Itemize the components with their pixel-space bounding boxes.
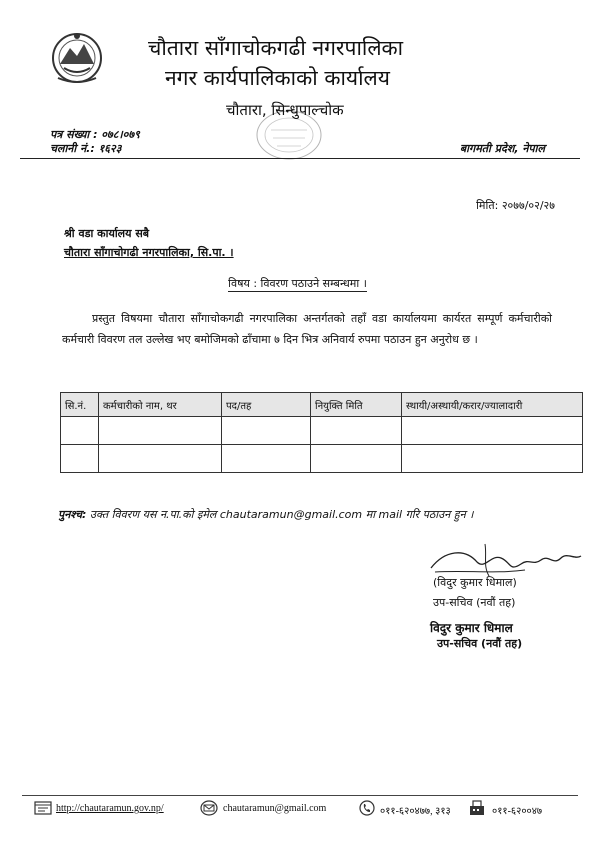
table-cell xyxy=(61,445,99,473)
handwritten-signature xyxy=(425,540,585,580)
column-header-appointment-date: नियुक्ति मिति xyxy=(311,393,402,417)
column-header-employment-type: स्थायी/अस्थायी/करार/ज्यालादारी xyxy=(402,393,583,417)
table-cell xyxy=(99,445,222,473)
table-cell xyxy=(222,417,311,445)
email-icon xyxy=(200,800,218,816)
recipient-line1: श्री वडा कार्यालय सबै xyxy=(64,227,150,240)
postscript-text: उक्त विवरण यस न.पा.को इमेल chautaramun@gmail.com मा mail गरि पठाउन हुन । xyxy=(86,508,474,521)
phone-icon xyxy=(358,800,376,816)
office-name-line2: नगर कार्यपालिकाको कार्यालय xyxy=(165,66,390,90)
globe-icon xyxy=(34,800,52,816)
signatory-designation: उप-सचिव (नवौं तह) xyxy=(433,596,516,609)
letter-reference-number: पत्र संख्या : ०७८।०७९ xyxy=(50,128,140,141)
employee-details-table xyxy=(60,392,583,473)
column-header-name: कर्मचारीको नाम, थर xyxy=(99,393,222,417)
table-row xyxy=(61,445,583,473)
designation-stamp: उप-सचिव (नवौं तह) xyxy=(437,637,523,650)
office-name-line1: चौतारा साँगाचोकगढी नगरपालिका xyxy=(148,36,404,60)
table-cell xyxy=(311,417,402,445)
letter-date: मिति: २०७७/०२/२७ xyxy=(476,199,555,212)
office-address: चौतारा, सिन्धुपाल्चोक xyxy=(226,101,344,119)
table-cell xyxy=(311,445,402,473)
footer-divider xyxy=(22,795,578,796)
subject-text: विषय : विवरण पठाउने सम्बन्धमा । xyxy=(228,277,367,290)
table-row xyxy=(61,417,583,445)
letter-body: प्रस्तुत विषयमा चौतारा साँगाचोकगढी नगरपालिका अन्तर्गतको तहाँ वडा कार्यालयमा कार्यरत सम्पूर्ण कर्मचारीको कर्मचारी विवरण तल उल्लेख भए बमोजिमको ढाँचामा ७ दिन भित्र अनिवार्य रुपमा पठाउन हुन अनुरोध छ । xyxy=(62,312,552,346)
email-address[interactable]: chautaramun@gmail.com xyxy=(223,803,327,814)
dispatch-number: चलानी नं.: १६२३ xyxy=(50,142,122,155)
website-link[interactable]: http://chautaramun.gov.np/ xyxy=(56,803,164,814)
fax-icon xyxy=(468,800,486,816)
table-cell xyxy=(402,417,583,445)
name-stamp: विदुर कुमार धिमाल xyxy=(430,621,513,635)
column-header-post: पद/तह xyxy=(222,393,311,417)
signatory-name: (विदुर कुमार धिमाल) xyxy=(433,576,517,589)
nepal-emblem-logo xyxy=(50,30,104,88)
province-label: बागमती प्रदेश, नेपाल xyxy=(459,142,545,155)
table-cell xyxy=(222,445,311,473)
table-header-row xyxy=(61,393,583,417)
table-cell xyxy=(99,417,222,445)
table-cell xyxy=(61,417,99,445)
subject-line xyxy=(0,276,595,291)
recipient-line2: चौतारा साँगाचोगढी नगरपालिका, सि.पा. । xyxy=(64,246,234,259)
postscript xyxy=(58,507,473,522)
postscript-label: पुनश्च: xyxy=(58,508,87,521)
table-cell xyxy=(402,445,583,473)
phone-number: ०११-६२०४७७, ३१३ xyxy=(380,806,451,817)
column-header-sn: सि.नं. xyxy=(61,393,99,417)
fax-number: ०११-६२००४७ xyxy=(492,806,543,817)
header-divider xyxy=(20,158,580,159)
